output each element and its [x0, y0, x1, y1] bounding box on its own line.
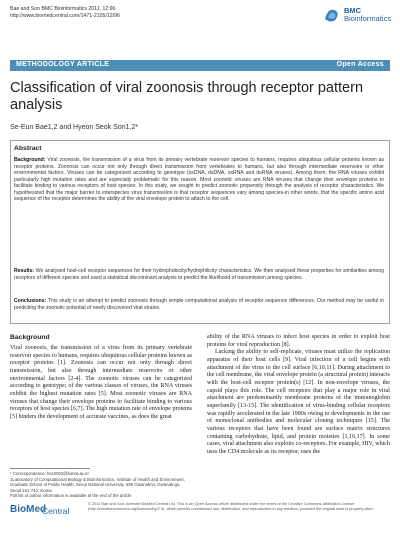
article-title: Classification of viral zoonosis through receptor pattern analysis: [10, 80, 364, 113]
journal-header: [10, 6, 120, 19]
open-access-label: Open Access: [336, 61, 384, 68]
bmc-bioinformatics-logo[interactable]: [322, 5, 392, 35]
biomed-logo-rest: Central: [42, 506, 70, 516]
abstract-conclusions-text: This study is an attempt to predict zoonosis through simple computational analysis of receptor sequence differences. Our method may be useful in predicting the zoonotic potential of newly discovered viral strains.: [14, 298, 384, 311]
abstract-background-label: Background:: [14, 157, 46, 163]
article-type-band: [10, 60, 390, 71]
biomed-logo-bold: BioMed: [10, 504, 47, 515]
abstract-conclusions-label: Conclusions:: [14, 298, 47, 304]
abstract-results: [14, 268, 384, 281]
affiliation-note: 1Laboratory of Computational Biology & Bioinformatics, Institute of Health and Environment, Graduate School of Public Health, Seoul National University, 599 Gwanakno, Gwanak-gu, Seoul 151-742, Korea: [10, 477, 185, 493]
article-url[interactable]: http://www.biomedcentral.com/1471-2105/12/96: [10, 12, 120, 19]
abstract-heading: Abstract: [14, 145, 42, 152]
abstract-results-text: We analysed host-cell receptor sequences for their hydrophobicity/hydrophilicity characteristics. We then analysed these properties for similarities among receptors of different species and used a statistical discriminant analysis to predict the likelihood of transmission among species.: [14, 268, 384, 281]
logo-line-1: BMC: [344, 6, 362, 15]
license-statement: © 2011 Bae and Son; licensee BioMed Central Ltd. This is an Open Access article distributed under the terms of the Creative Commons Attribution License (http://creativecommons.org/licenses/by/2.0), which permits unrestricted use, distribution, and reproduction in any medium, provided the original work is properly cited.: [88, 501, 374, 511]
abstract-background-text: Viral zoonosis, the transmission of a virus from its primary vertebrate reservoir species to humans, requires ubiquitous cellular proteins known as receptor proteins. Zoonosis can occur not only through direct transmission from vertebrates to humans, but also through intermediate reservoirs or other environmental factors. Viruses can be categorized according to genotype (ssDNA, dsDNA, ssRNA and dsRNA viruses). Among them, the RNA viruses exhibit particularly high mutation rates and are especially problematic for this reason. Most zoonotic viruses are RNA viruses that change their envelope proteins to facilitate binding to various receptors of host species. In this study, we sought to predict zoonotic propensity through the analysis of receptor characteristics. We hypothesized that the major barrier to interspecies virus transmission is that receptor sequences vary among species-in other words, that the specific amino acid sequence of the receptor determines the ability of the viral envelope protein to attach to the cell.: [14, 157, 385, 203]
body-column-1: Viral zoonosis, the transmission of a virus from its primary vertebrate reservoir species to humans, requires ubiquitous cellular proteins known as receptor proteins [1]. Zoonosis can occur not only through direct transmission, but also through intermediate reservoirs or other environmental factors [2-4]. The zoonotic viruses can be categorized according to genotype; of the various classes of viruses, the RNA viruses exhibit the highest mutation rates [5]. Most zoonotic viruses are RNA viruses that change their envelope proteins to facilitate binding to various receptors of host species [6,7]. The high mutation rate of envelope proteins [5] hinders the development of accurate vaccines, as does the great: [10, 345, 192, 420]
bmc-logo-icon: [322, 5, 342, 25]
biomed-central-logo[interactable]: [10, 504, 82, 518]
abstract-conclusions: [14, 298, 384, 311]
body-paragraph: Lacking the ability to self-replicate, viruses must utilize the replication apparatus of their host cells [9]. Viral infection of a cell begins with attachment of the virus to the cell surface [6,10,11]. During attachment to the cell membrane, the viral envelope protein (a structural protein) interacts with the host-cell receptor protein(s) [12]. In non-envelope viruses, the capsid plays this role. The cell receptors that play a major role in viral attachment are predominantly membrane proteins of the immunoglobin superfamily [13-15]. The identification of virus-binding cellular receptors was rapidly accelerated in the late 1980s owing to developments in the use of monoclonal antibodies and molecular cloning techniques [15]. The various receptors that have been found are surface matrix structures containing carbohydrate, lipid, and protein moieties [1,16,17]. In some cases, viral attachment also exploits co-receptors. For example, HIV, which uses the CD4 molecule as its receptor, uses the: [207, 349, 390, 455]
abstract-background: [14, 157, 384, 203]
article-type-label: METHODOLOGY ARTICLE: [16, 61, 110, 68]
author-list: Se-Eun Bae1,2 and Hyeon Seok Son1,2*: [10, 124, 139, 131]
body-paragraph: ability of the RNA viruses to infect host species in order to exploit host proteins for viral reproduction [8].: [207, 334, 390, 348]
abstract-results-label: Results:: [14, 268, 35, 274]
correspondence-note: * Correspondence: hss2003@korea.ac.kr: [10, 471, 89, 476]
author-info-note: Full list of author information is available at the end of the article: [10, 493, 132, 498]
background-heading: Background: [10, 334, 50, 341]
body-column-2: [207, 334, 390, 457]
logo-line-2: Bioinformatics: [344, 14, 392, 23]
journal-citation: Bae and Son BMC Bioinformatics 2011, 12:96: [10, 6, 116, 12]
footnote-divider: [10, 468, 90, 469]
